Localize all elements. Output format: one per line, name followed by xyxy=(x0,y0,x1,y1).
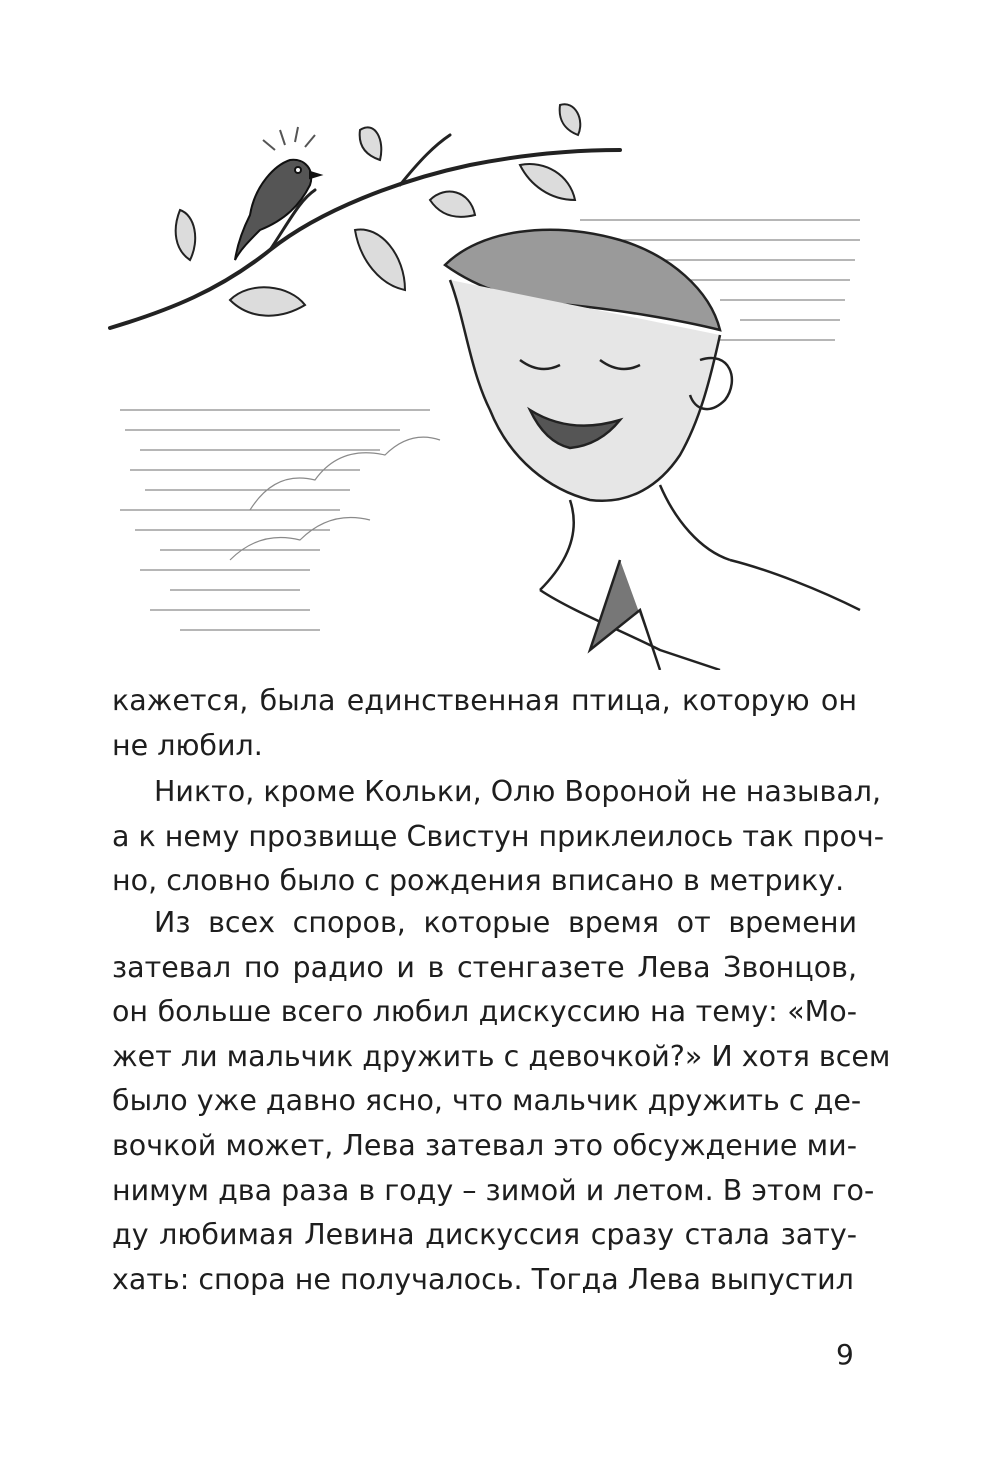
illustration xyxy=(100,90,870,670)
text-line: затевал по радио и в стенгазете Лева Звонцов, xyxy=(112,950,857,984)
text-line: вочкой может, Лева затевал это обсуждение ми- xyxy=(112,1128,857,1162)
text-line: хать: спора не получалось. Тогда Лева выпустил xyxy=(112,1262,854,1296)
text-line: Из всех споров, которые время от времени xyxy=(154,906,857,939)
page-number: 9 xyxy=(836,1338,854,1371)
paragraph-3 xyxy=(112,901,891,1302)
text-line: он больше всего любил дискуссию на тему: «Мо- xyxy=(112,995,857,1029)
text-line: ду любимая Левина дискуссия сразу стала зату- xyxy=(112,1218,857,1252)
text-line: жет ли мальчик дружить с девочкой?» И хотя всем xyxy=(112,1039,891,1073)
boy xyxy=(445,230,860,670)
paragraph-1 xyxy=(112,679,857,768)
text-line: нимум два раза в году – зимой и летом. В этом го- xyxy=(112,1173,875,1207)
paragraph-2 xyxy=(112,770,885,904)
text-line: кажется, была единственная птица, которую он xyxy=(112,684,857,717)
text-line: а к нему прозвище Свистун приклеилось так проч- xyxy=(112,819,885,853)
text-line: не любил. xyxy=(112,728,263,762)
text-line: но, словно было с рождения вписано в метрику. xyxy=(112,864,845,898)
text-line: Никто, кроме Кольки, Олю Вороной не называл, xyxy=(154,775,882,808)
text-line: было уже давно ясно, что мальчик дружить с де- xyxy=(112,1084,862,1118)
